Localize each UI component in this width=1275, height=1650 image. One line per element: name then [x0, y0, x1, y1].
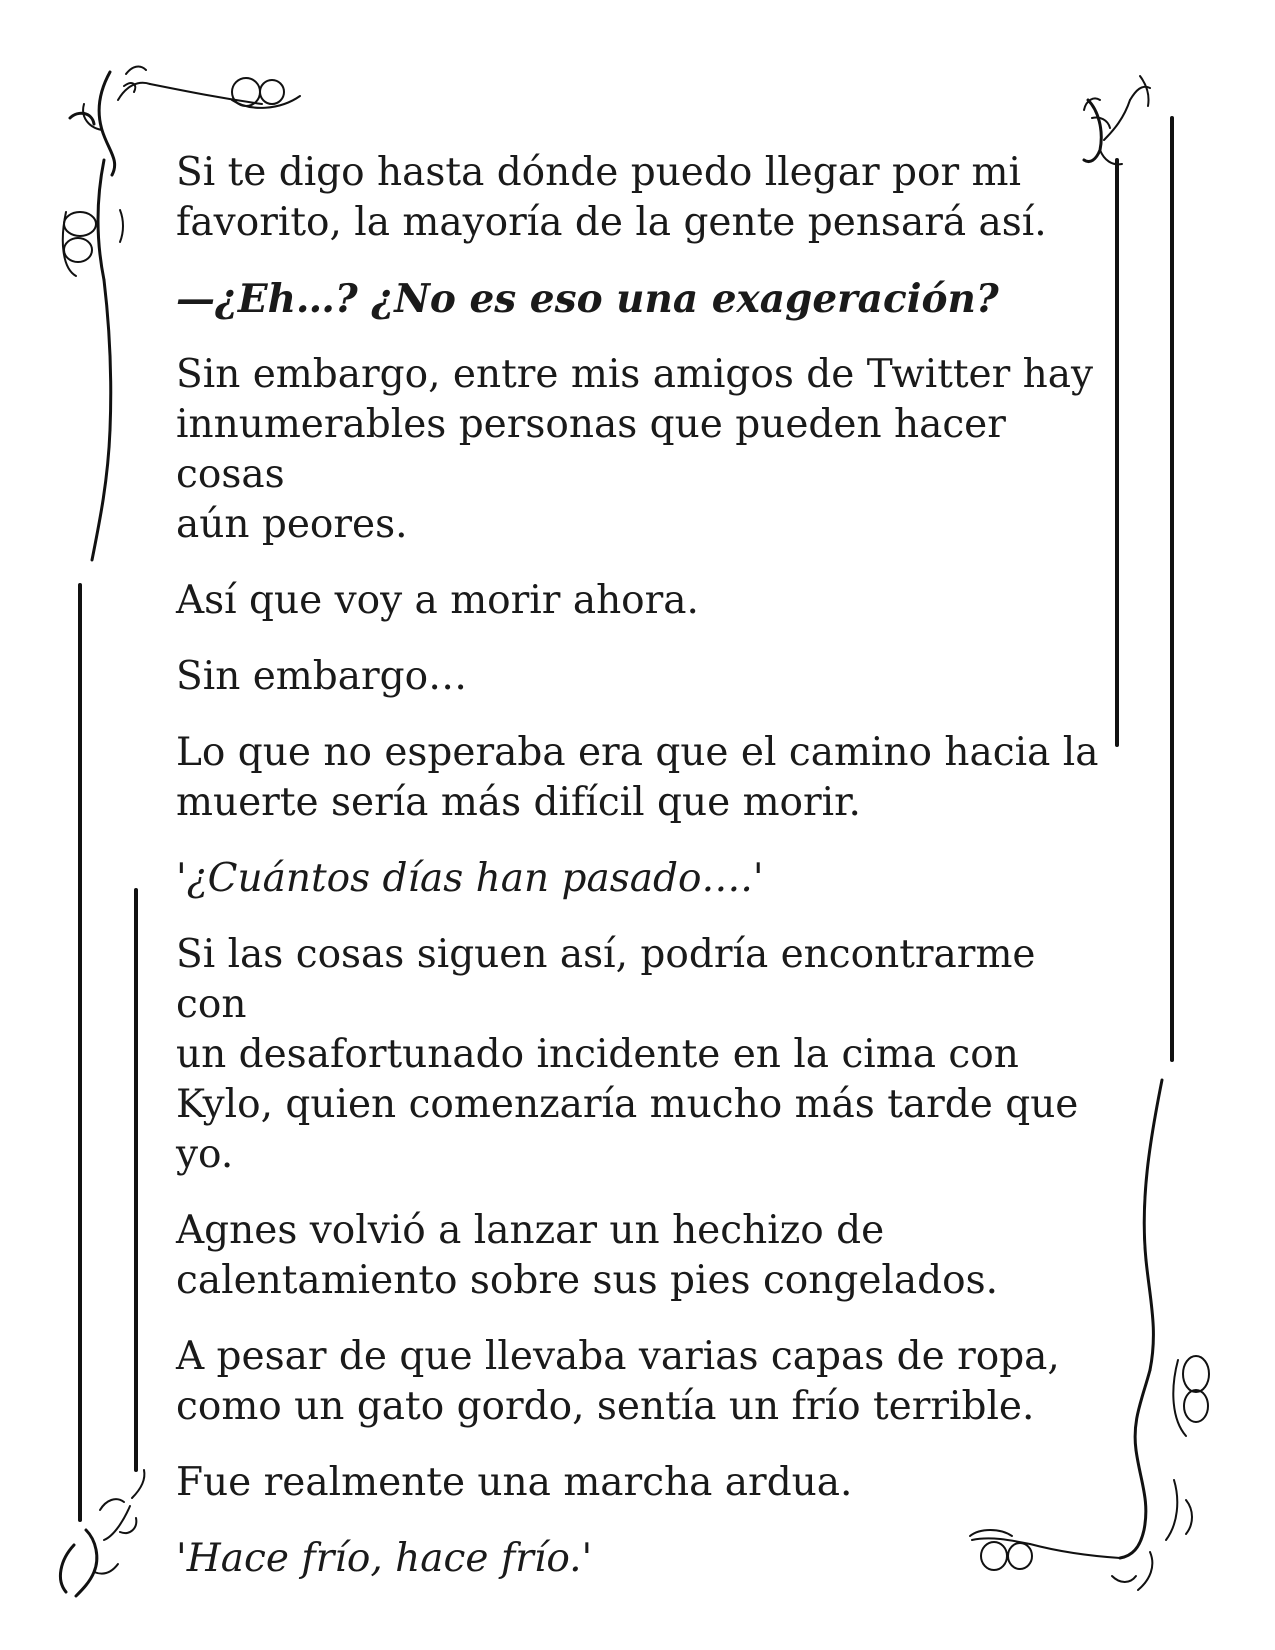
paragraph: Agnes volvió a lanzar un hechizo de calentamiento sobre sus pies congelados.: [176, 1208, 999, 1303]
paragraph: Sin embargo…: [176, 654, 468, 699]
paragraph-dialogue: —¿Eh…? ¿No es eso una exageración?: [176, 276, 999, 322]
paragraph-thought: '¿Cuántos días han pasado….': [176, 856, 764, 901]
paragraph: Si las cosas siguen así, podría encontrarme con un desafortunado incidente en la cima con Kylo, quien comenzaría mucho más tarde que yo.: [176, 932, 1079, 1177]
paragraph: A pesar de que llevaba varias capas de ropa, como un gato gordo, sentía un frío terrible.: [176, 1334, 1060, 1429]
flourish-bottom-left-icon: [60, 1470, 144, 1596]
paragraph: Fue realmente una marcha ardua.: [176, 1460, 853, 1505]
paragraph: Si te digo hasta dónde puedo llegar por mi favorito, la mayoría de la gente pensará así.: [176, 150, 1047, 245]
paragraph: Así que voy a morir ahora.: [176, 578, 699, 623]
body-text: [176, 148, 1106, 1610]
paragraph: Sin embargo, entre mis amigos de Twitter hay innumerables personas que pueden hacer cosas aún peores.: [176, 352, 1094, 547]
paragraph-thought: 'Hace frío, hace frío.': [176, 1536, 593, 1581]
paragraph: Lo que no esperaba era que el camino hacia la muerte sería más difícil que morir.: [176, 730, 1099, 825]
